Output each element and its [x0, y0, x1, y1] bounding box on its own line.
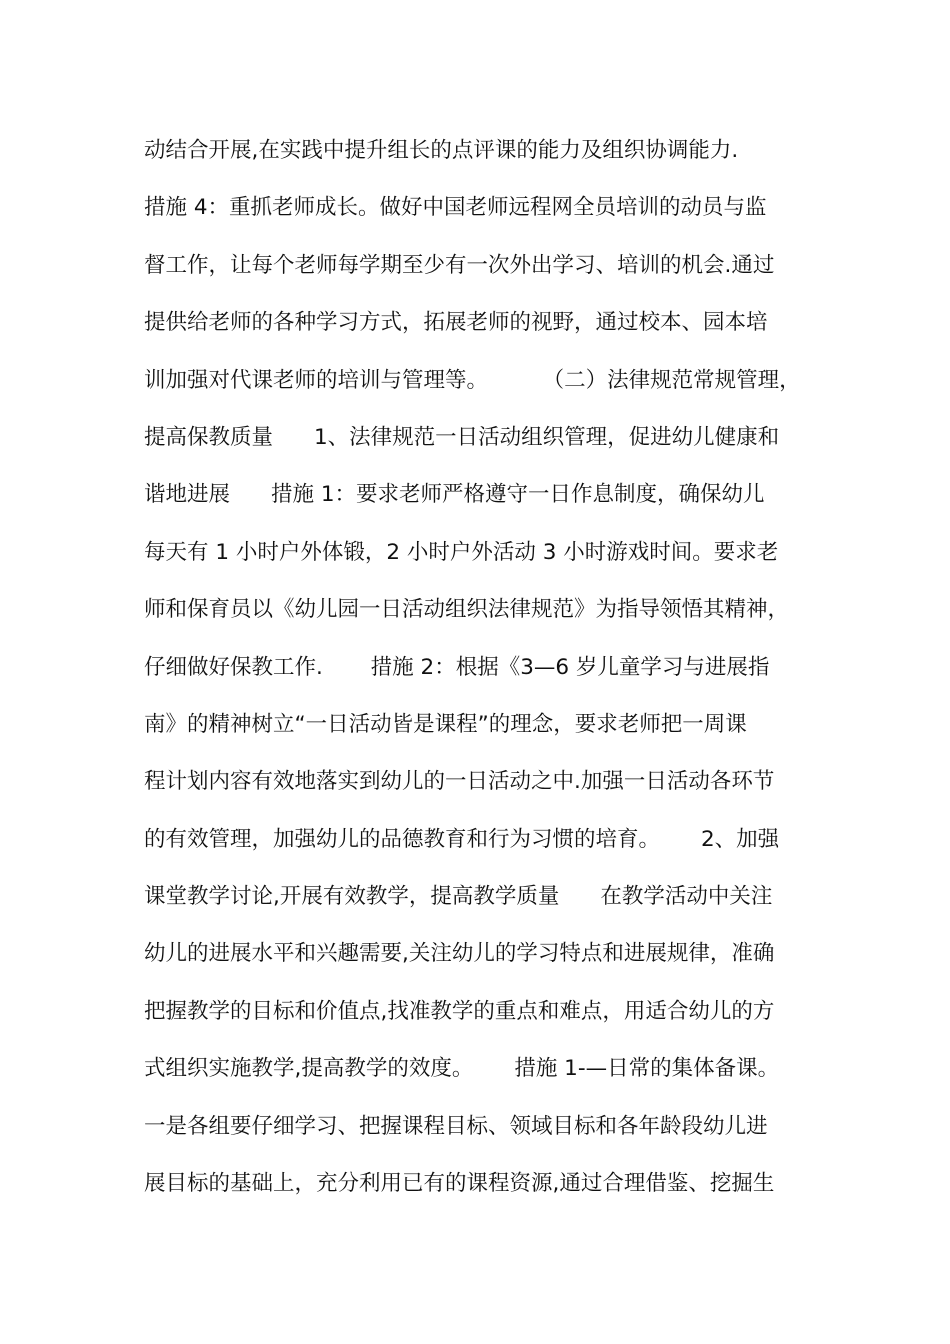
text-line: 幼儿的进展水平和兴趣需要,关注幼儿的学习特点和进展规律，准确 [144, 941, 775, 967]
text-line: 谐地进展 措施 1：要求老师严格遵守一日作息制度，确保幼儿 [144, 482, 765, 508]
text-line: 动结合开展,在实践中提升组长的点评课的能力及组织协调能力. [144, 138, 739, 163]
text-line: 展目标的基础上，充分利用已有的课程资源,通过合理借鉴、挖掘生 [144, 1171, 775, 1197]
text-line: 督工作，让每个老师每学期至少有一次外出学习、培训的机会.通过 [144, 252, 775, 278]
text-line: 仔细做好保教工作. 措施 2：根据《3—6 岁儿童学习与进展指 [144, 654, 770, 680]
text-line: 一是各组要仔细学习、把握课程目标、领域目标和各年龄段幼儿进 [144, 1113, 768, 1139]
text-line: 的有效管理，加强幼儿的品德教育和行为习惯的培育。 2、加强 [144, 826, 780, 852]
text-line: 课堂教学讨论,开展有效教学，提高教学质量 在教学活动中关注 [144, 884, 773, 910]
text-line: 提高保教质量 1、法律规范一日活动组织管理，促进幼儿健康和 [144, 424, 780, 450]
text-line: 式组织实施教学,提高教学的效度。 措施 1-—日常的集体备课。 [144, 1056, 780, 1082]
text-line: 师和保育员以《幼儿园一日活动组织法律规范》为指导领悟其精神， [144, 597, 790, 623]
text-line: 训加强对代课老师的培训与管理等。 （二）法律规范常规管理， [144, 367, 801, 393]
text-line: 每天有 1 小时户外体锻，2 小时户外活动 3 小时游戏时间。要求老 [144, 539, 779, 565]
text-line: 措施 4：重抓老师成长。做好中国老师远程网全员培训的动员与监 [144, 195, 767, 221]
body-text [144, 122, 824, 1212]
text-line: 把握教学的目标和价值点,找准教学的重点和难点，用适合幼儿的方 [144, 998, 775, 1024]
text-line: 程计划内容有效地落实到幼儿的一日活动之中.加强一日活动各环节 [144, 769, 775, 795]
text-line: 南》的精神树立“一日活动皆是课程”的理念，要求老师把一周课 [144, 711, 747, 737]
text-line: 提供给老师的各种学习方式，拓展老师的视野，通过校本、园本培 [144, 310, 768, 336]
